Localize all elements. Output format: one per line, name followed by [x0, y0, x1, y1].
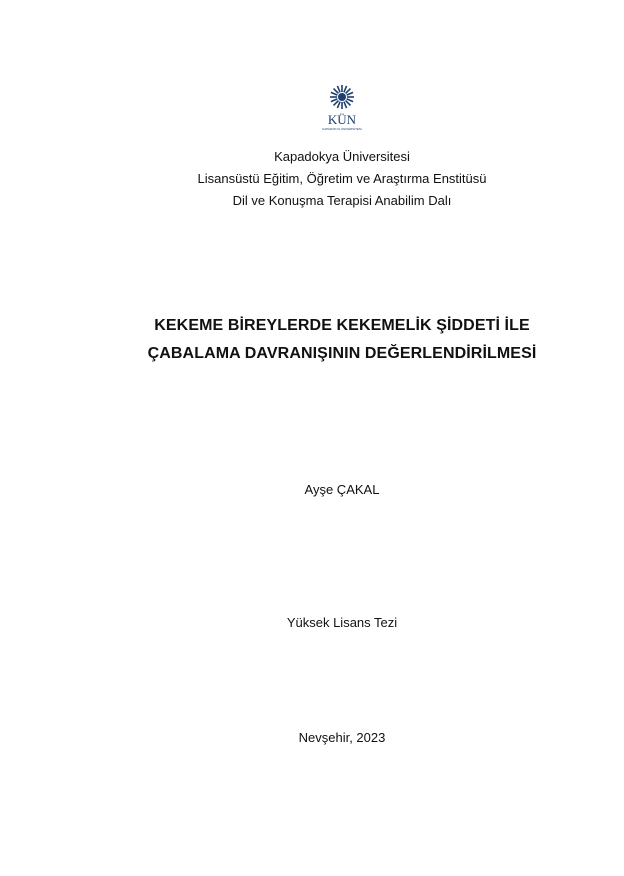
- place-date: Nevşehir, 2023: [298, 730, 386, 745]
- sunburst-logo-icon: [318, 84, 366, 132]
- logo-text: KÜN: [327, 112, 357, 127]
- thesis-type: Yüksek Lisans Tezi: [286, 615, 398, 630]
- university-logo: [318, 84, 366, 132]
- institute-name: Lisansüstü Eğitim, Öğretim ve Araştırma Enstitüsü: [197, 171, 487, 186]
- university-name: Kapadokya Üniversitesi: [274, 149, 410, 164]
- author-name: Ayşe ÇAKAL: [304, 482, 380, 497]
- department-name: Dil ve Konuşma Terapisi Anabilim Dalı: [232, 193, 452, 208]
- thesis-title-line-1: KEKEME BİREYLERDE KEKEMELİK ŞİDDETİ İLE: [154, 317, 530, 334]
- logo-subtext: KAPADOKYA ÜNİVERSİTESİ: [322, 127, 362, 131]
- thesis-title-line-2: ÇABALAMA DAVRANIŞININ DEĞERLENDİRİLMESİ: [147, 345, 537, 362]
